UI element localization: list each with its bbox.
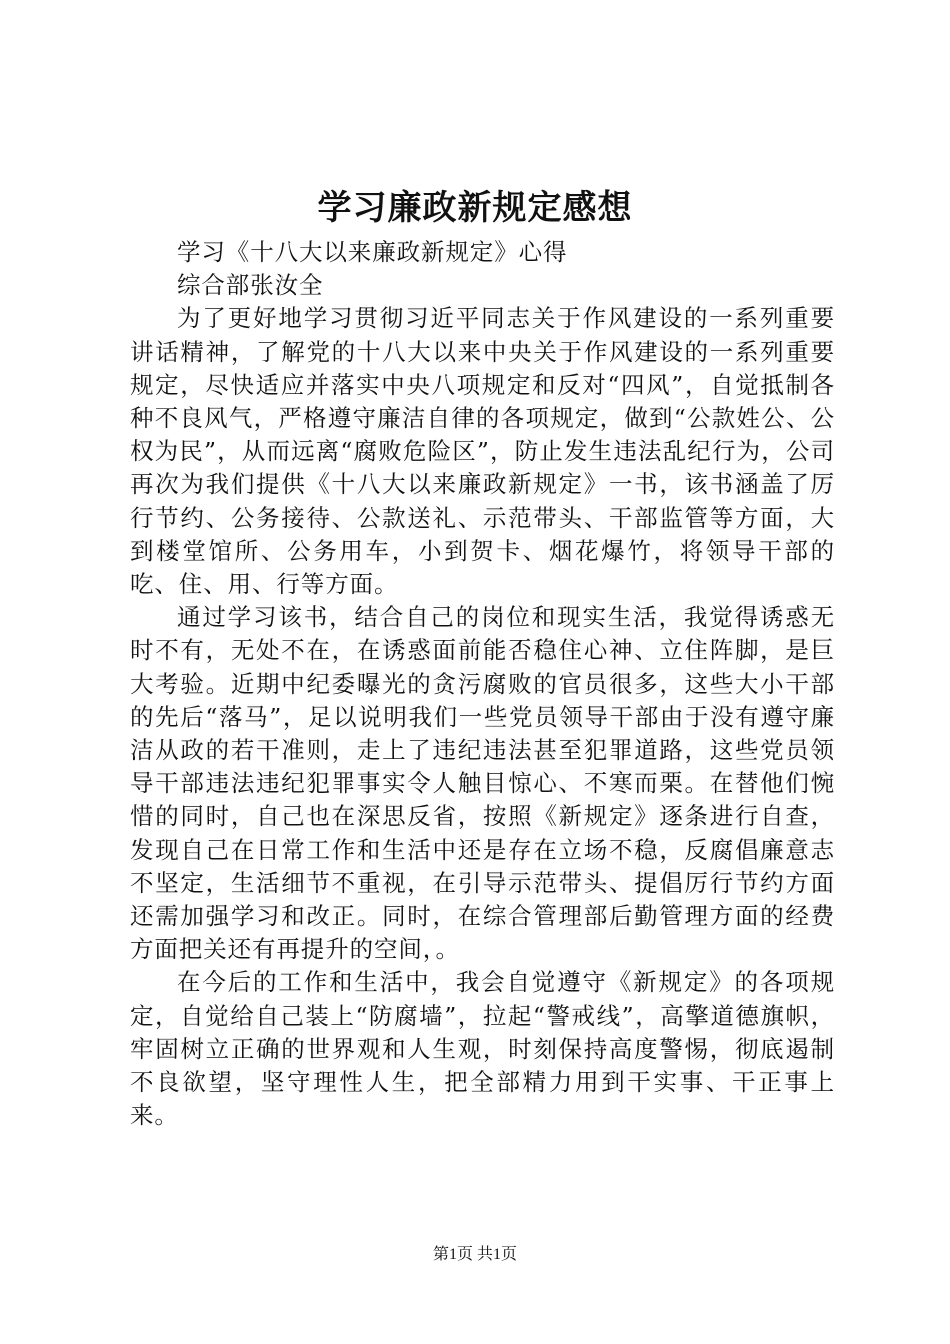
document-subtitle: 学习《十八大以来廉政新规定》心得 [177, 238, 568, 266]
document-body [130, 236, 835, 1132]
paragraph-2: 通过学习该书，结合自己的岗位和现实生活，我觉得诱惑无时不有，无处不在，在诱惑面前能否稳住心神、立住阵脚，是巨大考验。近期中纪委曝光的贪污腐败的官员很多，这些大小干部的先后“落马”，足以说明我们一些党员领导干部由于没有遵守廉洁从政的若干准则，走上了违纪违法甚至犯罪道路，这些党员领导干部违法违纪犯罪事实令人触目惊心、不寒而栗。在替他们惋惜的同时，自己也在深思反省，按照《新规定》逐条进行自查，发现自己在日常工作和生活中还是存在立场不稳，反腐倡廉意志不坚定，生活细节不重视，在引导示范带头、提倡厉行节约方面还需加强学习和改正。同时，在综合管理部后勤管理方面的经费方面把关还有再提升的空间，。 [130, 603, 835, 964]
paragraph-3: 在今后的工作和生活中，我会自觉遵守《新规定》的各项规定，自觉给自己装上“防腐墙”，拉起“警戒线”，高擎道德旗帜，牢固树立正确的世界观和人生观，时刻保持高度警惕，彻底遏制不良欲望，坚守理性人生，把全部精力用到干实事、干正事上来。 [130, 968, 835, 1130]
page-number-footer: 第1页 共1页 [432, 1246, 517, 1263]
document-author: 综合部张汝全 [177, 271, 324, 300]
paragraph-1: 为了更好地学习贯彻习近平同志关于作风建设的一系列重要讲话精神，了解党的十八大以来中央关于作风建设的一系列重要规定，尽快适应并落实中央八项规定和反对“四风”，自觉抵制各种不良风气，严格遵守廉洁自律的各项规定，做到“公款姓公、公权为民”，从而远离“腐败危险区”，防止发生违法乱纪行为，公司再次为我们提供《十八大以来廉政新规定》一书，该书涵盖了厉行节约、公务接待、公款送礼、示范带头、干部监管等方面，大到楼堂馆所、公务用车，小到贺卡、烟花爆竹，将领导干部的吃、住、用、行等方面。 [130, 304, 835, 599]
document-title: 学习廉政新规定感想 [317, 188, 633, 228]
